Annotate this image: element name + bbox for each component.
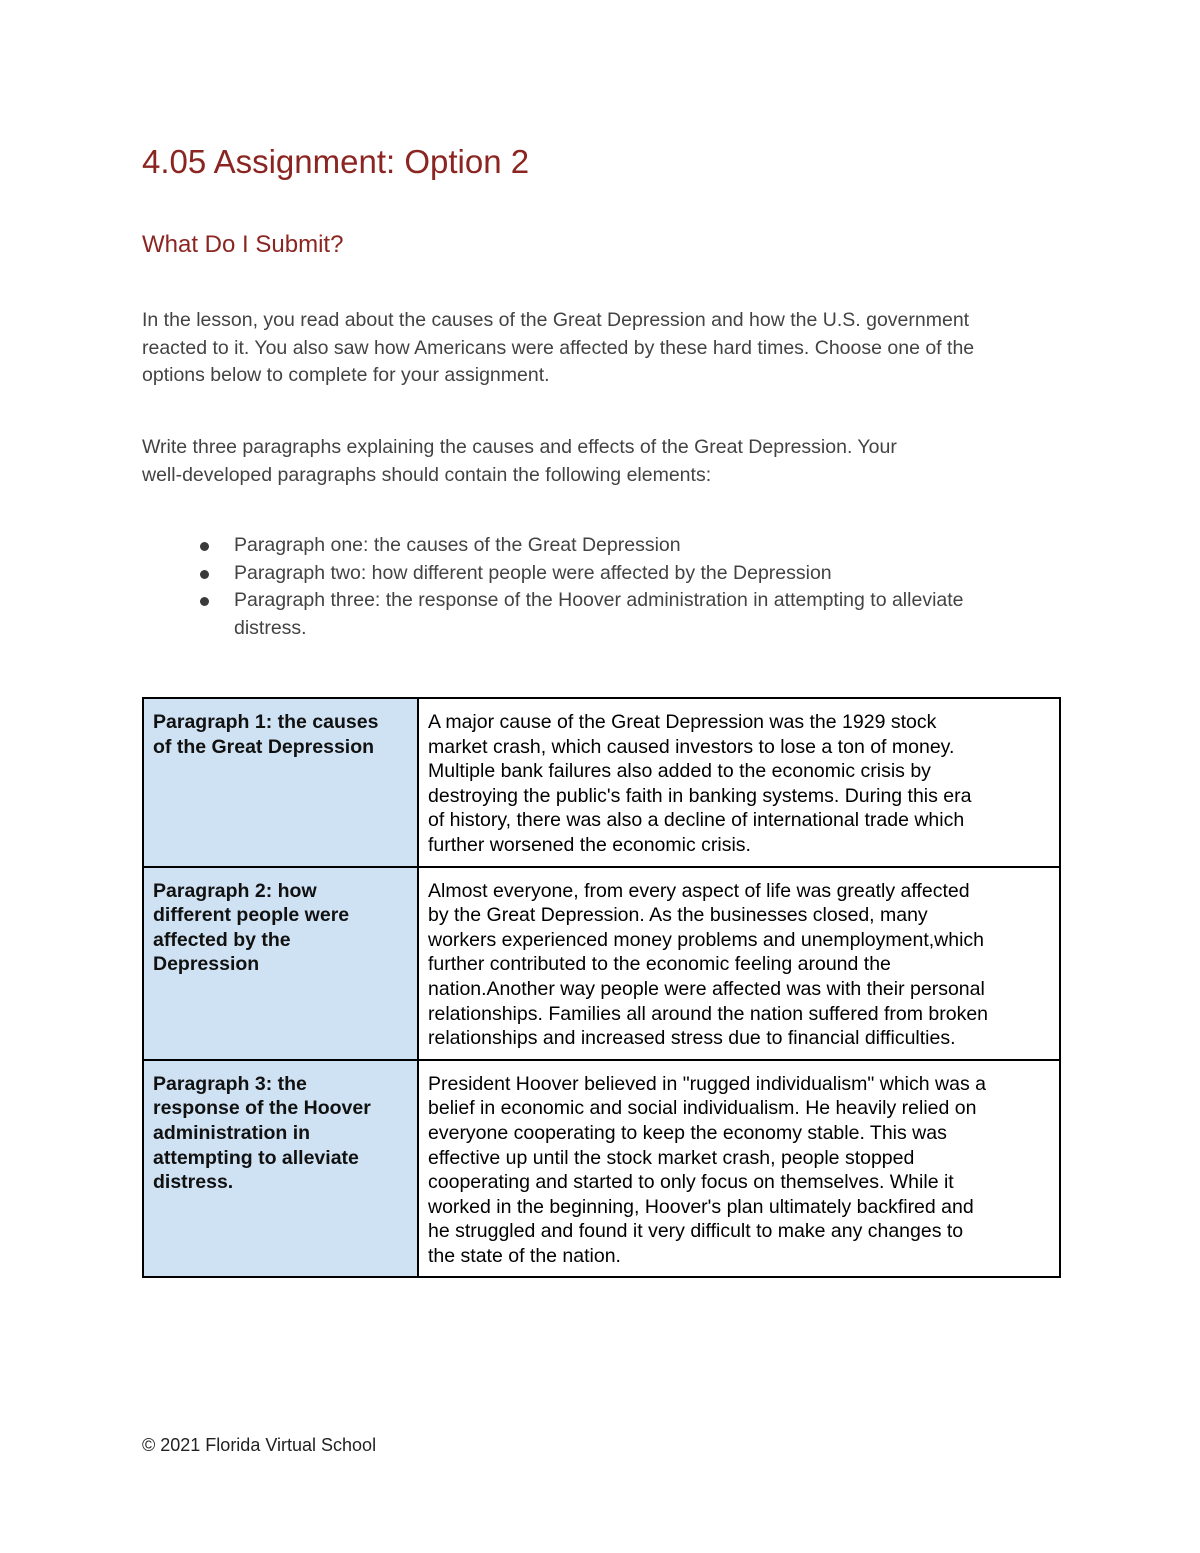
row-label-cell xyxy=(143,1060,418,1278)
row-label-line: response of the Hoover xyxy=(153,1097,371,1120)
row-answer-cell xyxy=(418,867,1060,1060)
list-item xyxy=(142,560,1042,588)
row-label-line: Paragraph 2: how xyxy=(153,879,317,902)
bullet-icon xyxy=(200,542,209,551)
answer-line: further contributed to the economic feeling around the xyxy=(428,953,891,976)
row-label-line: affected by the xyxy=(153,928,291,951)
row-label-line: administration in xyxy=(153,1121,311,1144)
row-label-line: Paragraph 1: the causes xyxy=(153,711,379,733)
section-heading: What Do I Submit? xyxy=(142,231,344,258)
answer-line: belief in economic and social individualism. He heavily relied on xyxy=(428,1097,977,1120)
answer-line: Multiple bank failures also added to the economic crisis by xyxy=(428,760,931,783)
intro-paragraph xyxy=(142,307,1042,390)
intro-line: options below to complete for your assignment. xyxy=(142,364,550,386)
answer-line: workers experienced money problems and unemployment,which xyxy=(428,928,985,951)
instructions-line: Write three paragraphs explaining the causes and effects of the Great Depression. Your xyxy=(142,436,897,458)
answer-line: everyone cooperating to keep the economy stable. This was xyxy=(428,1121,947,1144)
table-row xyxy=(143,867,1060,1060)
answer-line: destroying the public's faith in banking systems. During this era xyxy=(428,784,972,807)
list-item xyxy=(142,587,1042,642)
requirements-list xyxy=(142,532,1042,642)
intro-line: reacted to it. You also saw how Americans were affected by these hard times. Choose one of the xyxy=(142,336,975,359)
list-item-text: Paragraph three: the response of the Hoover administration in attempting to alleviate xyxy=(234,589,964,611)
answer-line: nation.Another way people were affected was with their personal xyxy=(428,977,985,1000)
answer-line: by the Great Depression. As the businesses closed, many xyxy=(428,904,928,927)
answer-line: relationships. Families all around the nation suffered from broken xyxy=(428,1002,989,1025)
row-label-line: Paragraph 3: the xyxy=(153,1072,307,1095)
answer-line: market crash, which caused investors to lose a ton of money. xyxy=(428,735,955,758)
bullet-icon xyxy=(200,570,209,579)
answer-line: worked in the beginning, Hoover's plan ultimately backfired and xyxy=(428,1195,974,1218)
answer-line: further worsened the economic crisis. xyxy=(428,833,751,856)
table-row xyxy=(143,698,1060,867)
row-answer-cell xyxy=(418,1060,1060,1278)
row-label-line: attempting to alleviate xyxy=(153,1146,359,1169)
copyright-footer: © 2021 Florida Virtual School xyxy=(142,1435,377,1455)
row-label-line: Depression xyxy=(153,953,260,976)
row-label-line: distress. xyxy=(153,1171,234,1194)
answer-line: President Hoover believed in "rugged individualism" which was a xyxy=(428,1072,986,1095)
list-item-text: distress. xyxy=(234,616,307,639)
table-row xyxy=(143,1060,1060,1278)
intro-line: In the lesson, you read about the causes of the Great Depression and how the U.S. government xyxy=(142,309,970,331)
row-label-cell xyxy=(143,698,418,867)
list-item xyxy=(142,532,1042,560)
list-item-text: Paragraph one: the causes of the Great Depression xyxy=(234,534,681,556)
answer-line: the state of the nation. xyxy=(428,1244,621,1267)
instructions-line: well-developed paragraphs should contain the following elements: xyxy=(142,463,712,486)
answer-line: he struggled and found it very difficult to make any changes to xyxy=(428,1220,964,1243)
answer-line: Almost everyone, from every aspect of life was greatly affected xyxy=(428,879,970,902)
answer-line: A major cause of the Great Depression was the 1929 stock xyxy=(428,711,937,733)
page-title: 4.05 Assignment: Option 2 xyxy=(142,143,530,180)
answer-line: effective up until the stock market crash, people stopped xyxy=(428,1146,915,1169)
row-label-line: of the Great Depression xyxy=(153,735,375,758)
row-label-line: different people were xyxy=(153,904,350,927)
assignment-table xyxy=(142,697,1061,1278)
answer-line: relationships and increased stress due to financial difficulties. xyxy=(428,1027,956,1050)
answer-line: of history, there was also a decline of international trade which xyxy=(428,809,965,832)
instructions-paragraph xyxy=(142,434,1042,489)
list-item-text: Paragraph two: how different people were affected by the Depression xyxy=(234,561,832,584)
answer-line: cooperating and started to only focus on themselves. While it xyxy=(428,1171,954,1194)
row-answer-cell xyxy=(418,698,1060,867)
row-label-cell xyxy=(143,867,418,1060)
bullet-icon xyxy=(200,597,209,606)
